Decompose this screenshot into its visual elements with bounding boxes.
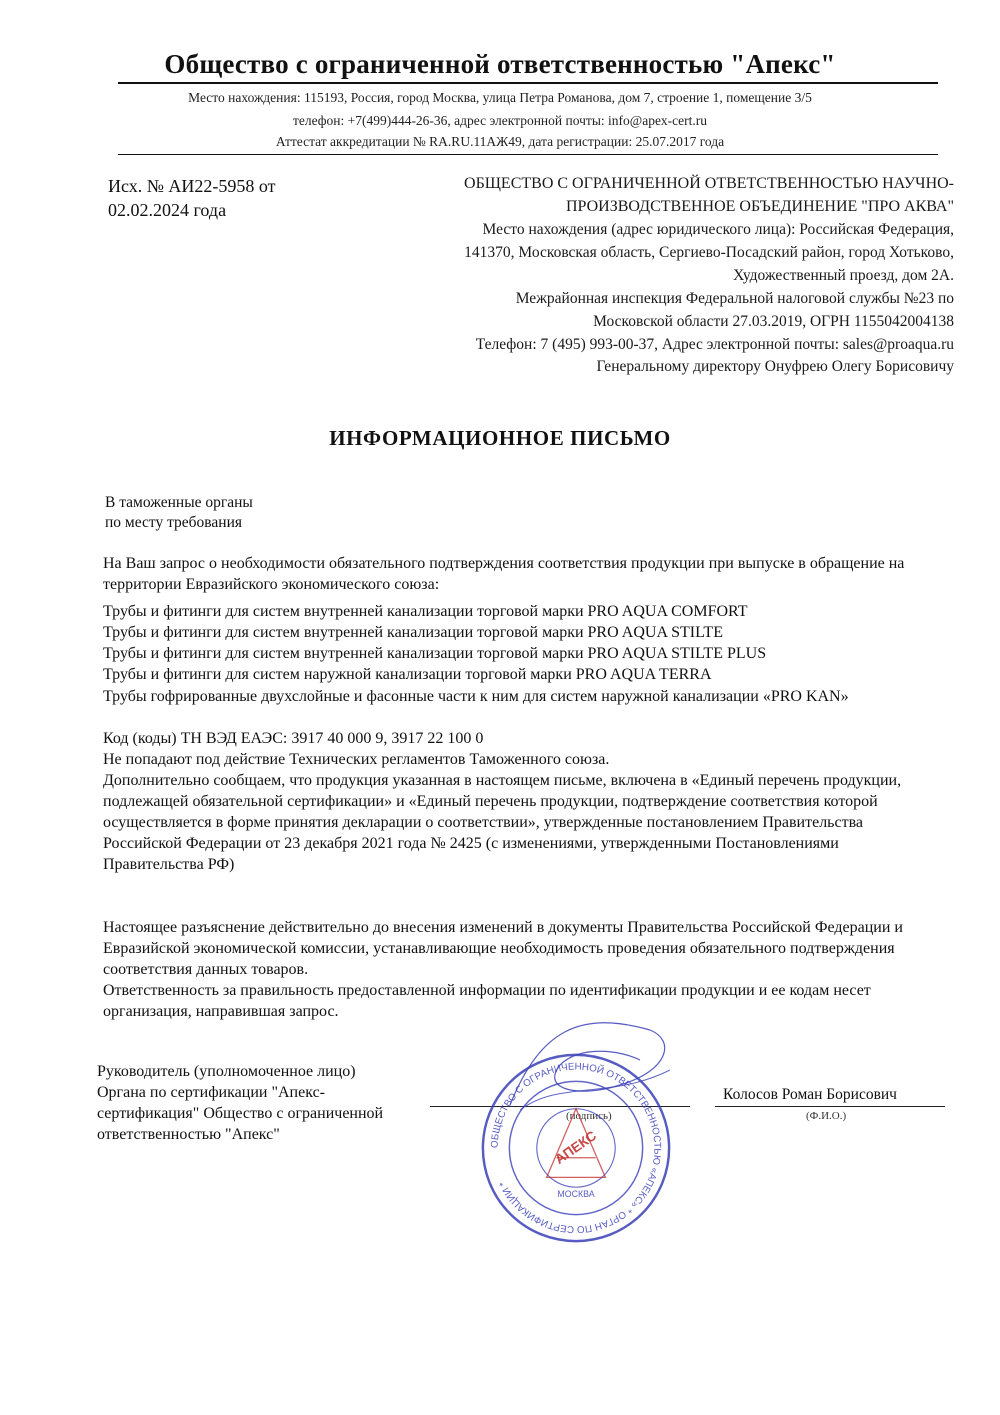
- product-line-2: Трубы и фитинги для систем внутренней канализации торговой марки PRO AQUA STILTE: [103, 624, 723, 641]
- additional-info: Дополнительно сообщаем, что продукция указанная в настоящем письме, включена в «Единый перечень продукции, подлежащей обязательной сертификации» и «Единый перечень продукции, подтверждение соответствия которой осуществляется в форме принятия декларации о соответствии», утвержденные постановлением Правительства Российской Федерации от 23 декабря 2021 года № 2425 (с изменениями, утвержденными Постановлениями Правительства РФ): [103, 772, 902, 873]
- organization-seal: [478, 1050, 674, 1246]
- addressee-line-8: Телефон: 7 (495) 993-00-37, Адрес электронной почты: sales@proaqua.ru: [475, 336, 954, 353]
- signer-role-line-1: Руководитель (уполномоченное лицо): [97, 1063, 356, 1080]
- addressee-line-3: Место нахождения (адрес юридического лица): Российская Федерация,: [482, 221, 954, 238]
- signer-name: Колосов Роман Борисович: [723, 1086, 897, 1103]
- addressee-line-2: ПРОИЗВОДСТВЕННОЕ ОБЪЕДИНЕНИЕ "ПРО АКВА": [565, 198, 954, 215]
- signer-role-line-2: Органа по сертификации "Апекс-: [97, 1084, 325, 1101]
- seal-bottom-text: МОСКВА: [557, 1189, 595, 1199]
- not-subject-statement: Не попадают под действие Технических регламентов Таможенного союза.: [103, 751, 610, 768]
- product-line-5: Трубы гофрированные двухслойные и фасонные части к ним для систем наружной канализации «PRO KAN»: [103, 688, 849, 705]
- addressee-line-9: Генеральному директору Онуфрею Олегу Борисовичу: [596, 358, 954, 375]
- recipient-line-1: В таможенные органы: [105, 494, 253, 511]
- seal-center-text: АПЕКС: [552, 1127, 600, 1168]
- product-line-1: Трубы и фитинги для систем внутренней канализации торговой марки PRO AQUA COMFORT: [103, 603, 748, 620]
- letterhead-company-name: Общество с ограниченной ответственностью "Апекс": [164, 49, 836, 79]
- letterhead-divider-top: [118, 82, 938, 84]
- sign-caption: (подпись): [566, 1110, 612, 1122]
- letterhead-accreditation: Аттестат аккредитации № RA.RU.11АЖ49, дата регистрации: 25.07.2017 года: [275, 134, 725, 149]
- responsibility-statement: Ответственность за правильность предоставленной информации по идентификации продукции и ее кодам несет организация, направившая запрос.: [103, 982, 871, 1020]
- name-underline: [715, 1106, 945, 1107]
- tnved-codes: Код (коды) ТН ВЭД ЕАЭС: 3917 40 000 9, 3917 22 100 0: [103, 730, 484, 747]
- addressee-line-5: Художественный проезд, дом 2А.: [733, 267, 954, 284]
- letterhead-address: Место нахождения: 115193, Россия, город Москва, улица Петра Романова, дом 7, строение 1, помещение 3/5: [188, 90, 812, 105]
- addressee-line-1: ОБЩЕСТВО С ОГРАНИЧЕННОЙ ОТВЕТСТВЕННОСТЬЮ НАУЧНО-: [464, 175, 954, 192]
- product-line-4: Трубы и фитинги для систем наружной канализации торговой марки PRO AQUA TERRA: [103, 666, 712, 683]
- validity-statement: Настоящее разъяснение действительно до внесения изменений в документы Правительства Российской Федерации и Евразийской экономической комиссии, устанавливающие необходимость проведения обязательного подтверждения соответствия данных товаров.: [103, 919, 903, 978]
- letterhead-divider-bottom: [118, 154, 938, 155]
- body-intro: На Ваш запрос о необходимости обязательного подтверждения соответствия продукции при выпуске в обращение на территории Евразийского экономического союза:: [103, 555, 905, 593]
- signer-role-line-4: ответственностью "Апекс": [97, 1126, 280, 1143]
- letterhead-contacts: телефон: +7(499)444-26-36, адрес электронной почты: info@apex-cert.ru: [292, 113, 708, 128]
- fio-caption: (Ф.И.О.): [806, 1110, 847, 1122]
- addressee-line-7: Московской области 27.03.2019, ОГРН 1155042004138: [593, 313, 954, 330]
- outgoing-date-line: 02.02.2024 года: [108, 200, 227, 220]
- addressee-line-4: 141370, Московская область, Сергиево-Посадский район, город Хотьково,: [464, 244, 954, 261]
- seal-outer-text: ОБЩЕСТВО С ОГРАНИЧЕННОЙ ОТВЕТСТВЕННОСТЬЮ «АПЕКС» * ОРГАН ПО СЕРТИФИКАЦИИ *: [489, 1061, 663, 1235]
- recipient-line-2: по месту требования: [105, 514, 243, 531]
- signer-role-line-3: сертификация" Общество с ограниченной: [97, 1105, 384, 1122]
- outgoing-number: [108, 174, 318, 222]
- product-line-3: Трубы и фитинги для систем внутренней канализации торговой марки PRO AQUA STILTE PLUS: [103, 645, 767, 662]
- addressee-line-6: Межрайонная инспекция Федеральной налоговой службы №23 по: [515, 290, 954, 307]
- outgoing-number-line: Исх. № АИ22-5958 от: [108, 176, 276, 196]
- letter-title: ИНФОРМАЦИОННОЕ ПИСЬМО: [329, 426, 671, 450]
